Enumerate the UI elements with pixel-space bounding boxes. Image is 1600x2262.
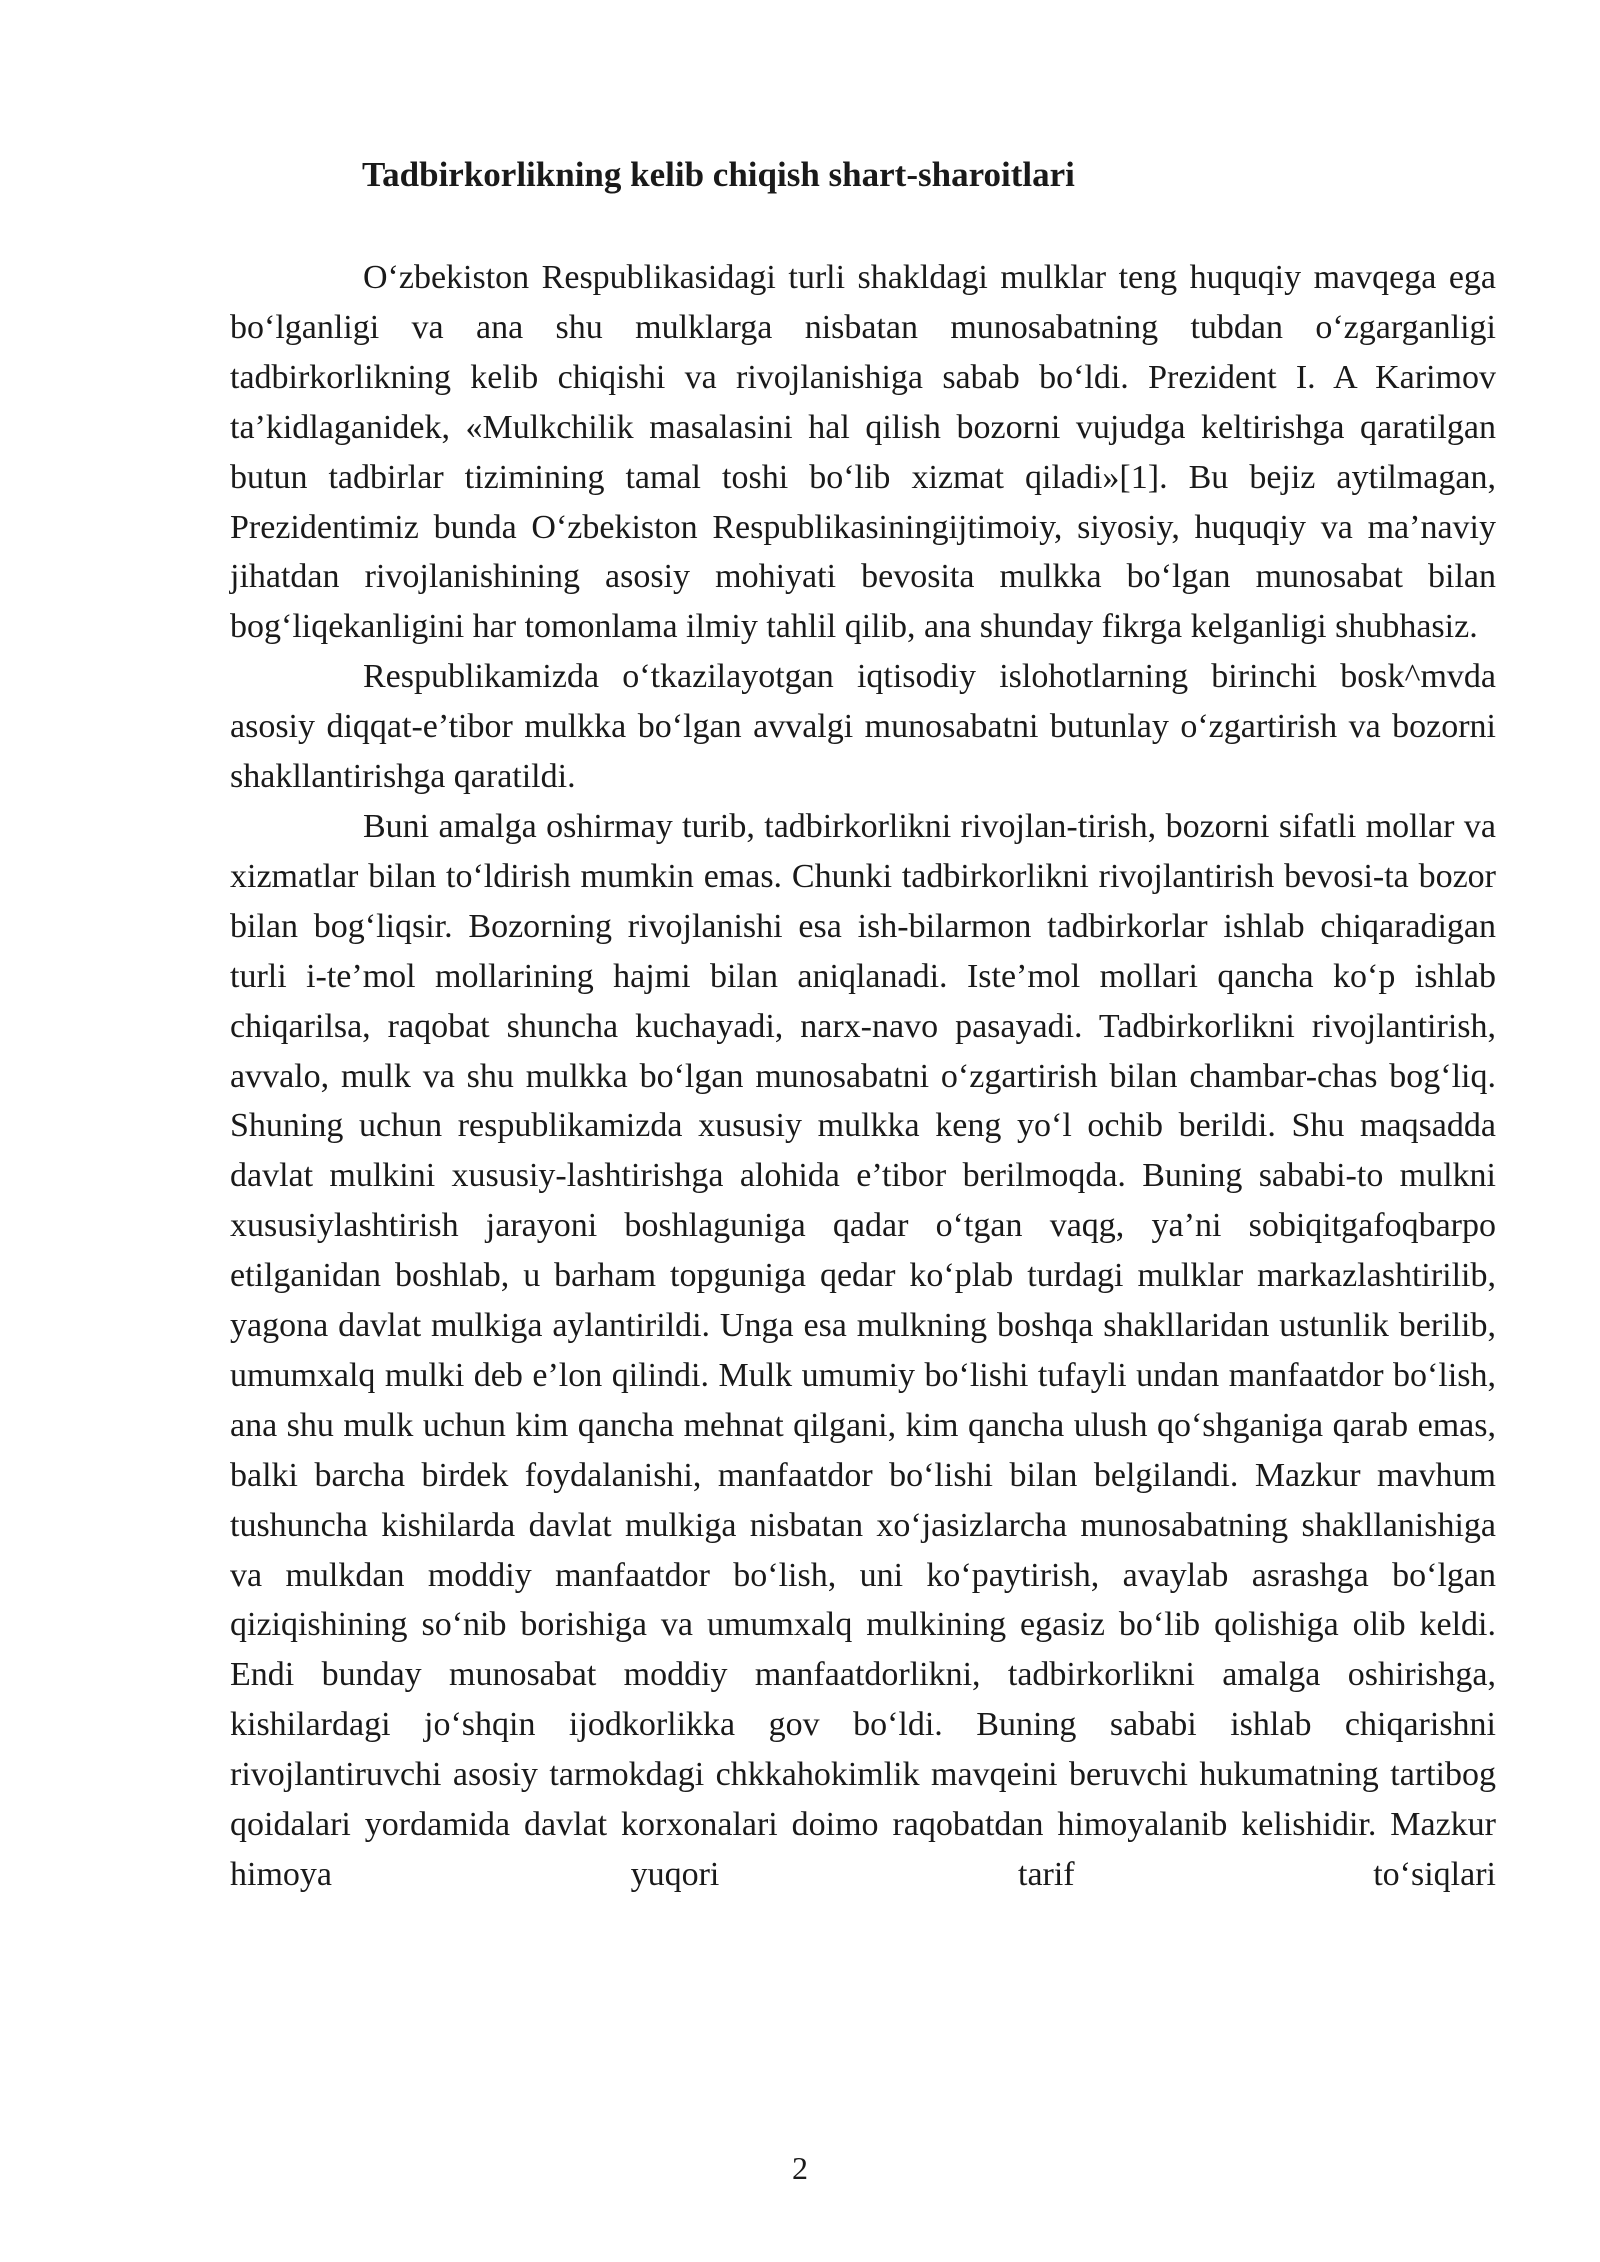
page-title: Tadbirkorlikning kelib chiqish shart-sharoitlari [362,155,1075,194]
paragraph: O‘zbekiston Respublikasidagi turli shakldagi mulklar teng huquqiy mavqega ega bo‘lganligi va ana shu mulklarga nisbatan munosabatning tubdan o‘zgarganligi tadbirkorlikning kelib chiqishi va rivojlanishiga sabab bo‘ldi. Prezident I. A Karimov ta’kidlaganidek, «Mulkchilik masalasini hal qilish bozorni vujudga keltirishga qaratilgan butun tadbirlar tizimining tamal toshi bo‘lib xizmat qiladi»[1]. Bu bejiz aytilmagan, Prezidentimiz bunda O‘zbekiston Respublikasiningijtimoiy, siyosiy, huquqiy va ma’naviy jihatdan rivojlanishining asosiy mohiyati bevosita mulkka bo‘lgan munosabat bilan bog‘liqekanligini har tomonlama ilmiy tahlil qilib, ana shunday fikrga kelganligi shubhasiz. [230,259,1496,646]
paragraph: Buni amalga oshirmay turib, tadbirkorlikni rivojlan-tirish, bozorni sifatli mollar va xizmatlar bilan to‘ldirish mumkin emas. Chunki tadbirkorlikni rivojlantirish bevosi-ta bozor bilan bog‘liqsir. Bozorning rivojlanishi esa ish-bilarmon tadbirkorlar ishlab chiqaradigan turli i-te’mol mollarining hajmi bilan aniqlanadi. Iste’mol mollari qancha ko‘p ishlab chiqarilsa, raqobat shuncha kuchayadi, narx-navo pasayadi. Tadbirkorlikni rivojlantirish, avvalo, mulk va shu mulkka bo‘lgan munosabatni o‘zgartirish bilan chambar-chas bog‘liq. Shuning uchun respublikamizda xususiy mulkka keng yo‘l ochib berildi. Shu maqsadda davlat mulkini xususiy-lashtirishga alohida e’tibor berilmoqda. Buning sababi-to mulkni xususiylashtirish jarayoni boshlaguniga qadar o‘tgan vaqg, ya’ni sobiqitgafoqbarpo etilganidan boshlab, u barham topguniga qedar ko‘plab turdagi mulklar markazlashtirilib, yagona davlat mulkiga aylantirildi. Unga esa mulkning boshqa shakllaridan ustunlik berilib, umumxalq mulki deb e’lon qilindi. Mulk umumiy bo‘lishi tufayli undan manfaatdor bo‘lish, ana shu mulk uchun kim qancha mehnat qilgani, kim qancha ulush qo‘shganiga qarab emas, balki barcha birdek foydalanishi, manfaatdor bo‘lishi bilan belgilandi. Mazkur mavhum tushuncha kishilarda davlat mulkiga nisbatan xo‘jasizlarcha munosabatning shakllanishiga va mulkdan moddiy manfaatdor bo‘lish, uni ko‘paytirish, avaylab asrashga bo‘lgan qiziqishining so‘nib borishiga va umumxalq mulkining egasiz bo‘lib qolishiga olib keldi. Endi bunday munosabat moddiy manfaatdorlikni, tadbirkorlikni amalga oshirishga, kishilardagi jo‘shqin ijodkorlikka gov bo‘ldi. Buning sababi ishlab chiqarishni rivojlantiruvchi asosiy tarmokdagi chkkahokimlik mavqeini beruvchi hukumatning tartibog qoidalari yordamida davlat korxonalari doimo raqobatdan himoyalanib kelishidir. Mazkur himoya yuqori tarif to‘siqlari [230,807,1496,1893]
body-text [230,253,1496,1900]
paragraph: Respublikamizda o‘tkazilayotgan iqtisodiy islohotlarning birinchi bosk^mvda asosiy diqqat-e’tibor mulkka bo‘lgan avvalgi munosabatni butunlay o‘zgartirish va bozorni shakllantirishga qaratildi. [230,658,1496,796]
page-number: 2 [792,2150,808,2186]
